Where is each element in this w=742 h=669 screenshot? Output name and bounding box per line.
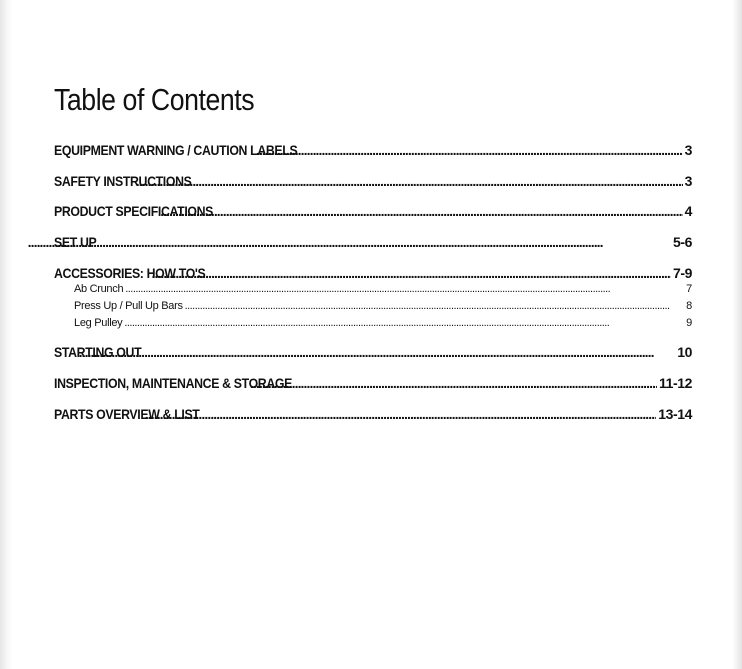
toc-entry-label: PRODUCT SPECIFICATIONS (54, 203, 214, 220)
toc-entry-label: ACCESSORIES: HOW TO'S (54, 264, 206, 281)
toc-entry-label: STARTING OUT (54, 344, 142, 361)
toc-page-number: 13-14 (658, 405, 692, 422)
toc-subentry-press-up-bars[interactable] (54, 299, 692, 316)
toc-entry-inspection-maintenance[interactable] (54, 374, 692, 405)
toc-dot-leader (160, 202, 682, 220)
toc-entry-accessories[interactable] (54, 264, 692, 282)
toc-entry-equipment-warning[interactable] (54, 141, 692, 172)
page-edge-left (0, 0, 12, 669)
toc-page-number: 8 (686, 300, 692, 313)
toc-dot-leader (79, 343, 676, 361)
toc-dot-leader (185, 299, 685, 313)
toc-page-number: 9 (686, 317, 692, 330)
toc-entry-safety-instructions[interactable] (54, 172, 692, 203)
toc-entry-label: EQUIPMENT WARNING / CAUTION LABELS (54, 142, 298, 158)
toc-dot-leader (256, 141, 683, 159)
toc-page-number: 3 (684, 142, 692, 158)
toc-page-number: 7 (686, 282, 692, 295)
document-page (54, 80, 692, 435)
toc-entry-starting-out[interactable] (54, 343, 692, 374)
toc-dot-leader (136, 172, 683, 190)
toc-entry-parts-overview[interactable] (54, 405, 692, 436)
page-title: Table of Contents (54, 82, 255, 117)
toc-page-number: 5-6 (672, 234, 692, 251)
toc-page-number: 7-9 (672, 264, 692, 281)
toc-entry-label: SET UP (54, 234, 97, 251)
toc-subentry-label: Press Up / Pull Up Bars (74, 300, 183, 313)
toc-list (54, 141, 692, 435)
toc-dot-leader (145, 405, 656, 423)
toc-dot-leader (28, 233, 671, 251)
toc-page-number: 11-12 (658, 375, 692, 392)
toc-page-number: 10 (677, 344, 692, 361)
toc-entry-label: INSPECTION, MAINTENANCE & STORAGE (54, 375, 292, 392)
page-edge-right (732, 0, 742, 669)
toc-dot-leader (151, 264, 670, 282)
toc-entry-set-up[interactable] (54, 233, 692, 264)
toc-entry-label: PARTS OVERVIEW & LIST (54, 405, 200, 422)
toc-subentry-label: Leg Pulley (74, 317, 123, 330)
toc-page-number: 4 (684, 203, 692, 220)
toc-dot-leader (125, 282, 684, 296)
toc-dot-leader (124, 316, 684, 330)
toc-page-number: 3 (684, 172, 692, 189)
toc-subentry-label: Ab Crunch (74, 282, 124, 295)
toc-subentry-leg-pulley[interactable] (54, 316, 692, 343)
toc-entry-label: SAFETY INSTRUCTIONS (54, 172, 192, 189)
toc-entry-product-specifications[interactable] (54, 202, 692, 233)
toc-subentry-ab-crunch[interactable] (54, 282, 692, 299)
toc-dot-leader (250, 374, 657, 392)
